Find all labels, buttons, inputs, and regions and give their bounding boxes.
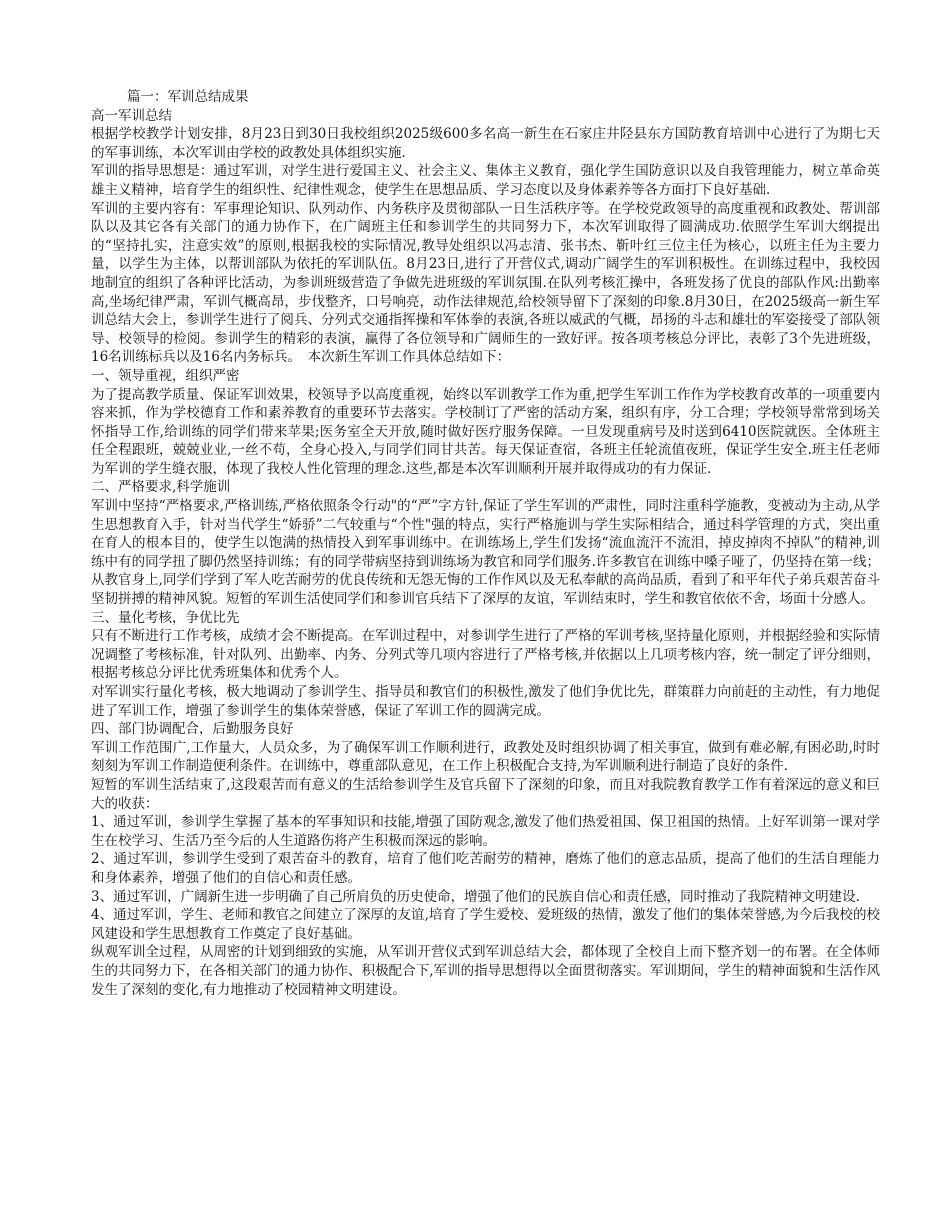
article-label: 篇一：军训总结成果 bbox=[127, 89, 249, 105]
section-heading-4: 四、部门协调配合，后勤服务良好 bbox=[91, 721, 294, 738]
paragraph-guiding-thought: 军训的指导思想是：通过军训，对学生进行爱国主义、社会主义、集体主义教育，强化学生国防意识以及自我管理能力，树立革命英雄主义精神，培育学生的组织性、纪律性观念，使学生在思想品质、学习态度以及身体素养等各方面打下良好基础． bbox=[91, 163, 880, 198]
paragraph-harvest-intro: 短暂的军训生活结束了,这段艰苦而有意义的生活给参训学生及官兵留下了深刻的印象，而且对我院教育教学工作有着深远的意义和巨大的收获： bbox=[91, 776, 880, 812]
paragraph-section-3b: 对军训实行量化考核，极大地调动了参训学生、指导员和教官们的积极性,激发了他们争优比先，群策群力向前赶的主动性，有力地促进了军训工作，增强了参训学生的集体荣誉感，保证了军训工作的圆满完成。 bbox=[91, 684, 880, 719]
list-item-2: 2、通过军训，参训学生受到了艰苦奋斗的教育，培育了他们吃苦耐劳的精神，磨炼了他们的意志品质，提高了他们的生活自理能力和身体素养，增强了他们的自信心和责任感。 bbox=[91, 851, 880, 886]
paragraph-conclusion: 纵观军训全过程，从周密的计划到细致的实施，从军训开营仪式到军训总结大会，都体现了全校自上而下整齐划一的布署。在全体师生的共同努力下，在各相关部门的通力协作、积极配合下,军训的指导思想得以全面贯彻落实。军训期间，学生的精神面貌和生活作风发生了深刻的变化,有力地推动了校园精神文明建设。 bbox=[91, 944, 880, 998]
section-heading-3: 三、量化考核，争优比先 bbox=[91, 609, 240, 626]
list-item-3: 3、通过军训，广阔新生进一步明确了自己所肩负的历史使命，增强了他们的民族自信心和责任感，同时推动了我院精神文明建设． bbox=[91, 888, 870, 905]
paragraph-section-1: 为了提高教学质量、保证军训效果，校领导予以高度重视，始终以军训教学工作为重,把学生军训工作作为学校教育改革的一项重要内容来抓，作为学校德育工作和素养教育的重要环节去落实。学校制订了严密的活动方案，组织有序，分工合理；学校领导常常到场关怀指导工作,给训练的同学们带来苹果;医务室全天开放,随时做好医疗服务保障。一旦发现重病号及时送到6410医院就医。全体班主任全程跟班，兢兢业业,一丝不苟，全身心投入,与同学们同甘共苦。每天保证查宿，各班主任轮流值夜班，保证学生安全.班主任老师为军训的学生缝衣服，体现了我校人性化管理的理念.这些,都是本次军训顺利开展并取得成功的有力保证． bbox=[91, 386, 880, 477]
list-item-4: 4、通过军训，学生、老师和教官之间建立了深厚的友谊,培育了学生爱校、爱班级的热情，激发了他们的集体荣誉感,为今后我校的校风建设和学生思想教育工作奠定了良好基础。 bbox=[91, 907, 880, 942]
paragraph-section-3a: 只有不断进行工作考核，成绩才会不断提高。在军训过程中，对参训学生进行了严格的军训考核,坚持量化原则，并根据经验和实际情况调整了考核标准，针对队列、出勤率、内务、分列式等几项内容进行了严格考核,并依据以上几项考核内容，统一制定了评分细则，根据考核总分评比优秀班集体和优秀个人。 bbox=[91, 628, 880, 682]
paragraph-section-4: 军训工作范围广,工作量大，人员众多，为了确保军训工作顺利进行，政教处及时组织协调了相关事宜，做到有难必解,有困必助,时时刻刻为军训工作制造便利条件。在训练中，尊重部队意见，在工作上积极配合支持,为军训顺利进行制造了良好的条件． bbox=[91, 739, 880, 775]
list-item-1: 1、通过军训，参训学生掌握了基本的军事知识和技能,增强了国防观念,激发了他们热爱祖国、保卫祖国的热情。上好军训第一课对学生在校学习、生活乃至今后的人生道路伤将产生积极而深远的影响。 bbox=[91, 814, 880, 849]
section-heading-1: 一、领导重视，组织严密 bbox=[91, 367, 240, 384]
document-title: 高一军训总结 bbox=[91, 107, 172, 124]
paragraph-section-2: 军训中坚持“严格要求,严格训练,严格依照条令行动"的“严”字方针,保证了学生军训的严肃性，同时注重科学施教，变被动为主动,从学生思想教育入手，针对当代学生“娇骄”二气较重与“个性"强的特点，实行严格施训与学生实际相结合，通过科学管理的方式，突出重在育人的根本目的，使学生以饱满的热情投入到军事训练中。在训练场上,学生们发扬“流血流汗不流泪，掉皮掉肉不掉队”的精神,训练中有的同学扭了脚仍然坚持训练；有的同学带病坚持到训练场为教官和同学们服务.许多教官在训练中嗓子哑了，仍坚持在第一线；从教官身上,同学们学到了军人吃苦耐劳的优良传统和无怨无悔的工作作风以及无私奉献的高尚品质，看到了和平年代子弟兵艰苦奋斗坚韧拼搏的精神风貌。短暂的军训生活使同学们和参训官兵结下了深厚的友谊，军训结束时，学生和教官依依不舍，场面十分感人。 bbox=[91, 498, 880, 608]
paragraph-intro: 根据学校教学计划安排，8月23日到30日我校组织2025级600多名高一新生在石家庄井陉县东方国防教育培训中心进行了为期七天的军事训练，本次军训由学校的政教处具体组织实施． bbox=[91, 126, 880, 161]
section-heading-2: 二、严格要求,科学施训 bbox=[91, 479, 231, 496]
paragraph-main-content: 军训的主要内容有：军事理论知识、队列动作、内务秩序及贯彻部队一日生活秩序等。在学校党政领导的高度重视和政教处、帮训部队以及其它各有关部门的通力协作下，在广阔班主任和参训学生的共同努力下，本次军训取得了圆满成功.依照学生军训大纲提出的“坚持扎实，注意实效”的原则,根据我校的实际情况,教导处组织以冯志清、张书杰、靳叶红三位主任为核心，以班主任为主要力量，以学生为主体，以帮训部队为依托的军训队伍。8月23日,进行了开营仪式,调动广阔学生的军训积极性。在训练过程中，我校因地制宜的组织了各种评比活动，为参训班级营造了争做先进班级的军训氛围.在队列考核汇操中，各班发扬了优良的部队作风:出勤率高,坐场纪律严肃，军训气概高昂，步伐整齐，口号响亮，动作法律规范,给校领导留下了深刻的印象.8月30日，在2025级高一新生军训总结大会上，参训学生进行了阅兵、分列式交通指挥操和军体拳的表演,各班以威武的气概，昂扬的斗志和雄壮的军姿接受了部队领导、校领导的检阅。参训学生的精彩的表演，赢得了各位领导和广阔师生的一致好评。按各项考核总分评比，表彰了3个先进班级，16名训练标兵以及16名内务标兵。 本次新生军训工作具体总结如下： bbox=[91, 200, 880, 366]
